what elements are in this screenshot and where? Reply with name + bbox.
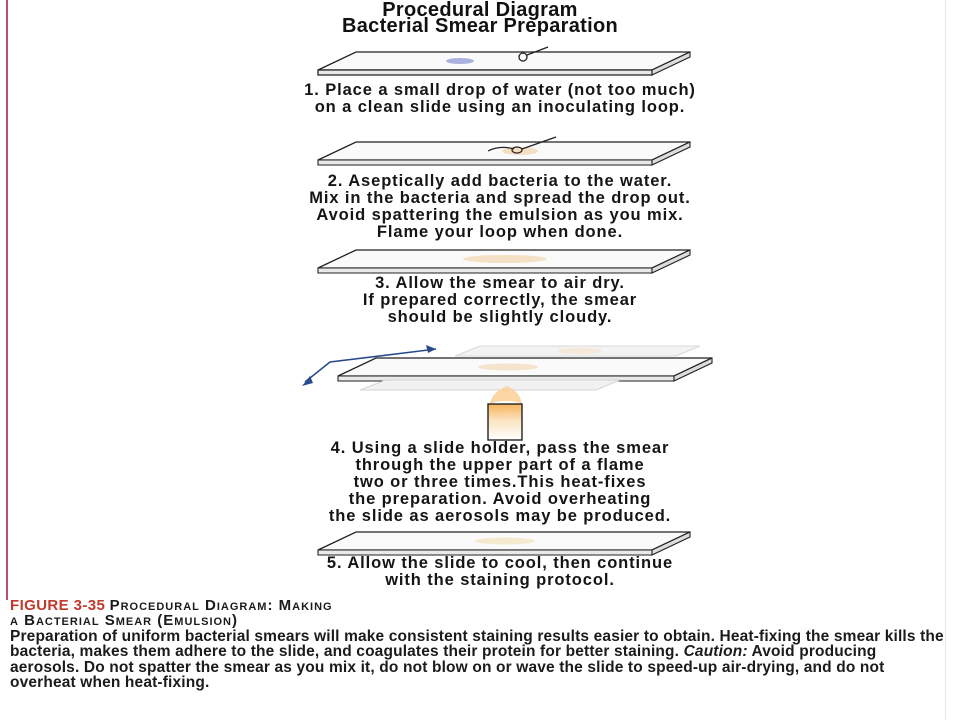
step-3-text: 3. Allow the smear to air dry. If prepared correctly, the smear should be slightly cloudy. xyxy=(362,274,638,326)
figure-label: FIGURE 3-35 xyxy=(10,597,106,614)
step-2-text: 2. Aseptically add bacteria to the water. Mix in the bacteria and spread the drop out. Avoid spattering the emulsion as you mix. Flame your loop when done. xyxy=(309,172,691,241)
fixed-smear xyxy=(475,538,535,545)
figure-title-line2: a Bacterial Smear (Emulsion) xyxy=(10,612,238,630)
caution-label: Caution: xyxy=(683,643,748,661)
slide-step-3 xyxy=(318,250,690,273)
caption-body: Preparation of uniform bacterial smears will make consistent staining results easier to obtain. Heat-fixing the smear kills the bacteria, makes them adhere to the slide, and coagulates their protein for better staining. Caution: Avoid producing aerosols. Do not spatter the smear as you mix it, do not blow on or wave the slide to speed-up air-drying, and do not overheat when heat-fixing. xyxy=(10,627,944,692)
water-drop xyxy=(446,58,474,64)
bunsen-burner xyxy=(488,404,522,440)
step-5-text: 5. Allow the slide to cool, then continue with the staining protocol. xyxy=(326,554,674,589)
figure-title: Procedural Diagram: Making xyxy=(109,597,333,614)
slide-step-2 xyxy=(318,137,690,165)
slide-step-1 xyxy=(318,47,690,75)
slide-step-5 xyxy=(318,532,690,555)
page-subtitle: Bacterial Smear Preparation xyxy=(341,15,618,37)
page-title: Procedural Diagram xyxy=(382,0,578,21)
step-1-text: 1. Place a small drop of water (not too much) on a clean slide using an inoculating loop. xyxy=(304,81,696,116)
step-4-text: 4. Using a slide holder, pass the smear through the upper part of a flame two or three times.This heat-fixes the preparation. Avoid overheating the slide as aerosols may be produced. xyxy=(328,439,672,525)
slide-step-4 xyxy=(302,345,712,440)
figure-caption xyxy=(10,598,950,690)
dried-smear xyxy=(463,255,547,263)
